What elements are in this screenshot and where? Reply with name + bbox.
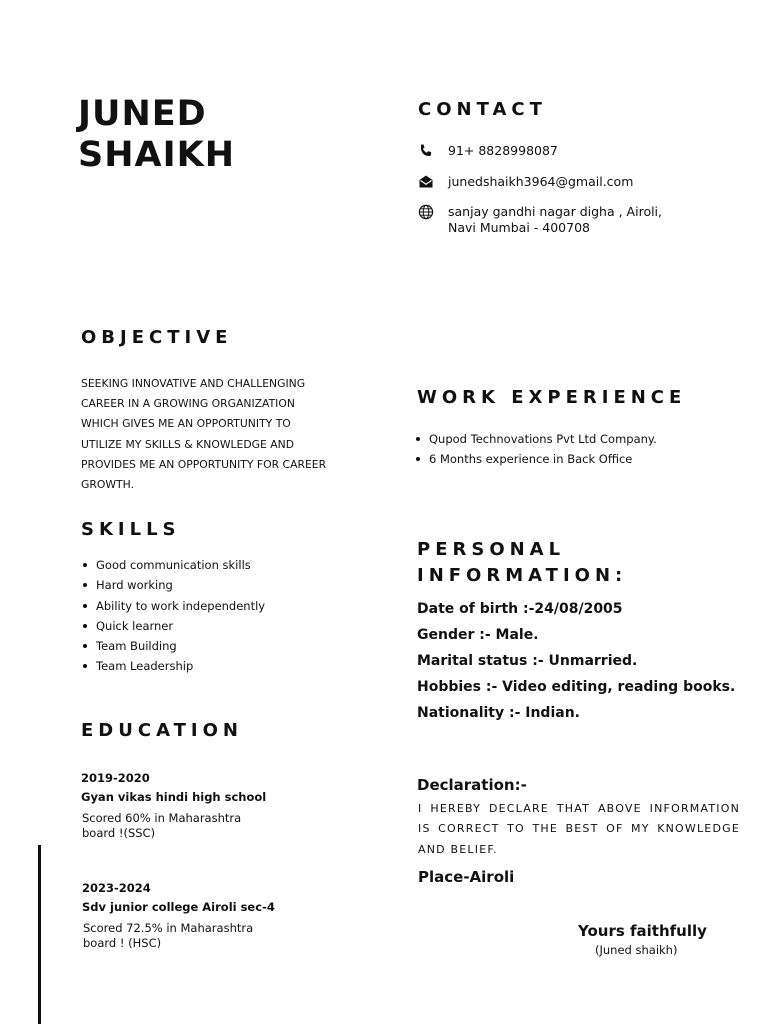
phone-number[interactable]: 91+ 8828998087 xyxy=(448,143,558,158)
date-of-birth: Date of birth :-24/08/2005 xyxy=(417,601,623,617)
education-school: Sdv junior college Airoli sec-4 xyxy=(82,900,275,914)
personal-heading-line: INFORMATION: xyxy=(417,565,628,586)
declaration-heading: Declaration:- xyxy=(417,776,527,794)
work-item: Qupod Technovations Pvt Ltd Company. xyxy=(414,429,657,449)
objective-line: WHICH GIVES ME AN OPPORTUNITY TO xyxy=(81,417,291,431)
work-item: 6 Months experience in Back Office xyxy=(414,449,657,469)
place: Place-Airoli xyxy=(418,868,515,886)
email-address[interactable]: junedshaikh3964@gmail.com xyxy=(448,174,634,189)
objective-text xyxy=(81,374,356,495)
education-description xyxy=(82,811,262,841)
work-experience-heading: WORK EXPERIENCE xyxy=(417,387,687,408)
gender: Gender :- Male. xyxy=(417,627,539,643)
declaration-text: I HEREBY DECLARE THAT ABOVE INFORMATION IS CORRECT TO THE BEST OF MY KNOWLEDGE AND BELIEF. xyxy=(418,802,740,856)
education-years: 2023-2024 xyxy=(82,881,151,895)
hobbies: Hobbies :- Video editing, reading books. xyxy=(417,679,736,695)
email-icon xyxy=(418,174,436,190)
skill-item: Ability to work independently xyxy=(81,596,265,616)
education-entry xyxy=(82,881,275,951)
skill-item: Team Leadership xyxy=(81,656,265,676)
education-description xyxy=(83,921,263,951)
education-entry xyxy=(81,771,266,841)
education-desc-line: Scored 72.5% in Maharashtra xyxy=(83,921,254,935)
signature-name: (Juned shaikh) xyxy=(595,943,678,957)
education-desc-line: board !(SSC) xyxy=(82,826,156,840)
work-experience-list xyxy=(414,429,657,470)
globe-icon xyxy=(418,204,436,220)
objective-line: SEEKING INNOVATIVE AND CHALLENGING xyxy=(81,377,306,390)
education-desc-line: Scored 60% in Maharashtra xyxy=(82,811,242,825)
marital-status: Marital status :- Unmarried. xyxy=(417,653,638,669)
closing: Yours faithfully xyxy=(578,922,707,940)
contact-email xyxy=(418,174,633,190)
first-name: JUNED xyxy=(78,94,207,134)
education-school: Gyan vikas hindi high school xyxy=(81,790,267,804)
skill-item: Good communication skills xyxy=(81,555,265,575)
education-years: 2019-2020 xyxy=(81,771,150,785)
contact-heading: CONTACT xyxy=(418,99,547,120)
skills-heading: SKILLS xyxy=(81,519,181,540)
objective-line: CAREER IN A GROWING ORGANIZATION xyxy=(81,397,295,411)
skill-item: Hard working xyxy=(81,575,265,595)
address-line-1: sanjay gandhi nagar digha , Airoli, xyxy=(448,204,663,219)
address-line-2: Navi Mumbai - 400708 xyxy=(448,220,590,235)
phone-icon xyxy=(418,143,436,159)
personal-heading-line: PERSONAL xyxy=(417,539,566,560)
education-desc-line: board ! (HSC) xyxy=(83,936,162,950)
nationality: Nationality :- Indian. xyxy=(417,705,580,721)
objective-heading: OBJECTIVE xyxy=(81,327,233,348)
skill-item: Team Building xyxy=(81,636,265,656)
personal-info-heading xyxy=(417,537,627,589)
contact-phone xyxy=(418,143,558,159)
decorative-divider xyxy=(38,845,41,1024)
personal-info-details xyxy=(417,596,735,726)
education-heading: EDUCATION xyxy=(81,720,243,741)
objective-line: PROVIDES ME AN OPPORTUNITY FOR CAREER xyxy=(81,457,327,471)
last-name: SHAIKH xyxy=(78,135,236,175)
skill-item: Quick learner xyxy=(81,616,265,636)
skills-list xyxy=(81,555,265,677)
contact-address xyxy=(418,204,662,236)
objective-line: UTILIZE MY SKILLS & KNOWLEDGE AND xyxy=(81,437,295,451)
objective-line: GROWTH. xyxy=(81,478,134,492)
candidate-name xyxy=(78,94,235,176)
